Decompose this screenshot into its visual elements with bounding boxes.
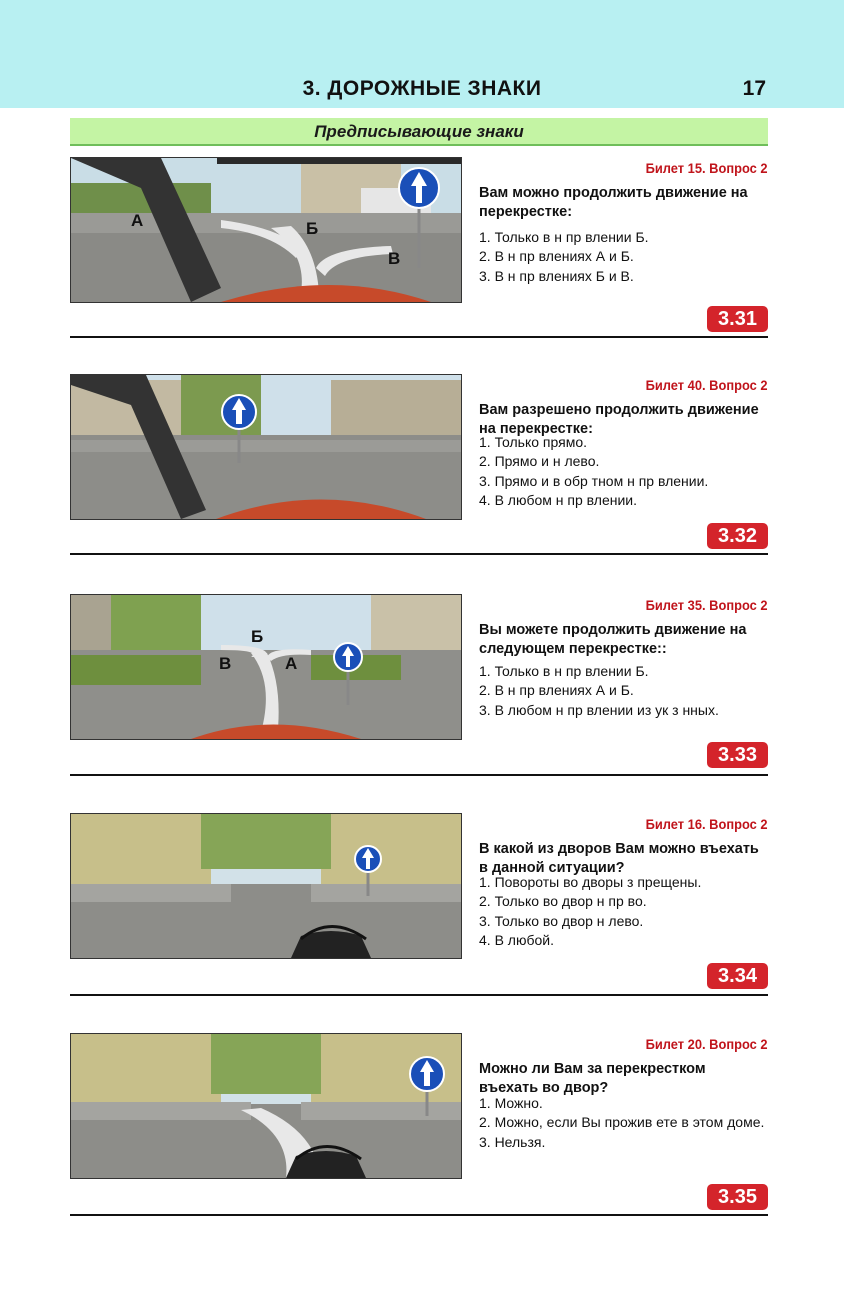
question-text: Можно ли Вам за перекрестком въехать во двор? (479, 1061, 706, 1096)
direction-label: В (388, 249, 401, 268)
car-interior-view (71, 158, 461, 302)
ticket-label: Билет 20. Вопрос 2 (646, 1036, 768, 1052)
direction-label: А (131, 211, 144, 230)
answer-option: 2. В н пр влениях А и Б. (479, 248, 634, 265)
divider (70, 994, 768, 996)
car-interior-view (71, 375, 461, 519)
question-text: Вам можно продолжить движение на перекрестке: (479, 185, 748, 220)
ticket-label: Билет 40. Вопрос 2 (646, 377, 768, 393)
direction-label: Б (306, 219, 319, 238)
answer-option: 4. В любой. (479, 931, 554, 948)
question-block (70, 1033, 768, 1213)
answer-list (479, 433, 769, 510)
divider (70, 1214, 768, 1216)
question-block (70, 374, 768, 554)
question-number-badge: 3.31 (707, 306, 768, 332)
scene-image (70, 594, 462, 740)
divider (70, 336, 768, 338)
scene-image (70, 157, 462, 303)
direction-label: Б (251, 627, 264, 646)
answer-option: 1. Только в н пр влении Б. (479, 229, 649, 245)
divider (70, 774, 768, 776)
scene-image (70, 1033, 462, 1179)
answer-option: 2. Можно, если Вы прожив ете в этом доме. (479, 1114, 765, 1131)
answer-list (479, 873, 769, 950)
scene-image (70, 374, 462, 520)
section-band (70, 118, 768, 146)
divider (70, 553, 768, 555)
answer-option: 2. Только во двор н пр во. (479, 893, 647, 910)
answer-option: 1. Только в н пр влении Б. (479, 663, 649, 679)
scene-image (70, 813, 462, 959)
ticket-label: Билет 15. Вопрос 2 (646, 160, 768, 176)
answer-option: 3. Только во двор н лево. (479, 912, 644, 929)
answer-option: 3. В н пр влениях Б и В. (479, 267, 634, 284)
question-block (70, 594, 768, 774)
answer-option: 3. Нельзя. (479, 1133, 546, 1150)
question-text: Вы можете продолжить движение на следующем перекрестке:: (479, 622, 747, 657)
answer-list (479, 662, 769, 720)
motorcycle-view (71, 814, 461, 958)
answer-option: 1. Только прямо. (479, 434, 588, 450)
answer-option: 1. Повороты во дворы з прещены. (479, 874, 702, 890)
answer-option: 1. Можно. (479, 1095, 543, 1111)
ticket-label: Билет 16. Вопрос 2 (646, 816, 768, 832)
street-view (71, 595, 461, 739)
ticket-label: Билет 35. Вопрос 2 (646, 597, 768, 613)
question-text: Вам разрешено продолжить движение на перекрестке: (479, 402, 759, 437)
answer-option: 2. В н пр влениях А и Б. (479, 682, 634, 699)
answer-list (479, 228, 769, 286)
motorcycle-view (71, 1034, 461, 1178)
answer-option: 2. Прямо и н лево. (479, 453, 600, 470)
section-title: Предписывающие знаки (314, 122, 524, 141)
question-number-badge: 3.32 (707, 523, 768, 549)
answer-option: 3. Прямо и в обр тном н пр влении. (479, 472, 709, 489)
direction-label: А (285, 654, 298, 673)
question-number-badge: 3.35 (707, 1184, 768, 1210)
chapter-title: 3. ДОРОЖНЫЕ ЗНАКИ (302, 77, 542, 100)
answer-list (479, 1094, 769, 1152)
question-number-badge: 3.34 (707, 963, 768, 989)
question-block (70, 157, 768, 337)
question-block (70, 813, 768, 993)
question-text: В какой из дворов Вам можно въехать в данной ситуации? (479, 841, 759, 876)
answer-option: 3. В любом н пр влении из ук з нных. (479, 701, 719, 718)
direction-label: В (219, 654, 232, 673)
question-number-badge: 3.33 (707, 742, 768, 768)
answer-option: 4. В любом н пр влении. (479, 491, 637, 508)
page-number: 17 (742, 77, 766, 100)
